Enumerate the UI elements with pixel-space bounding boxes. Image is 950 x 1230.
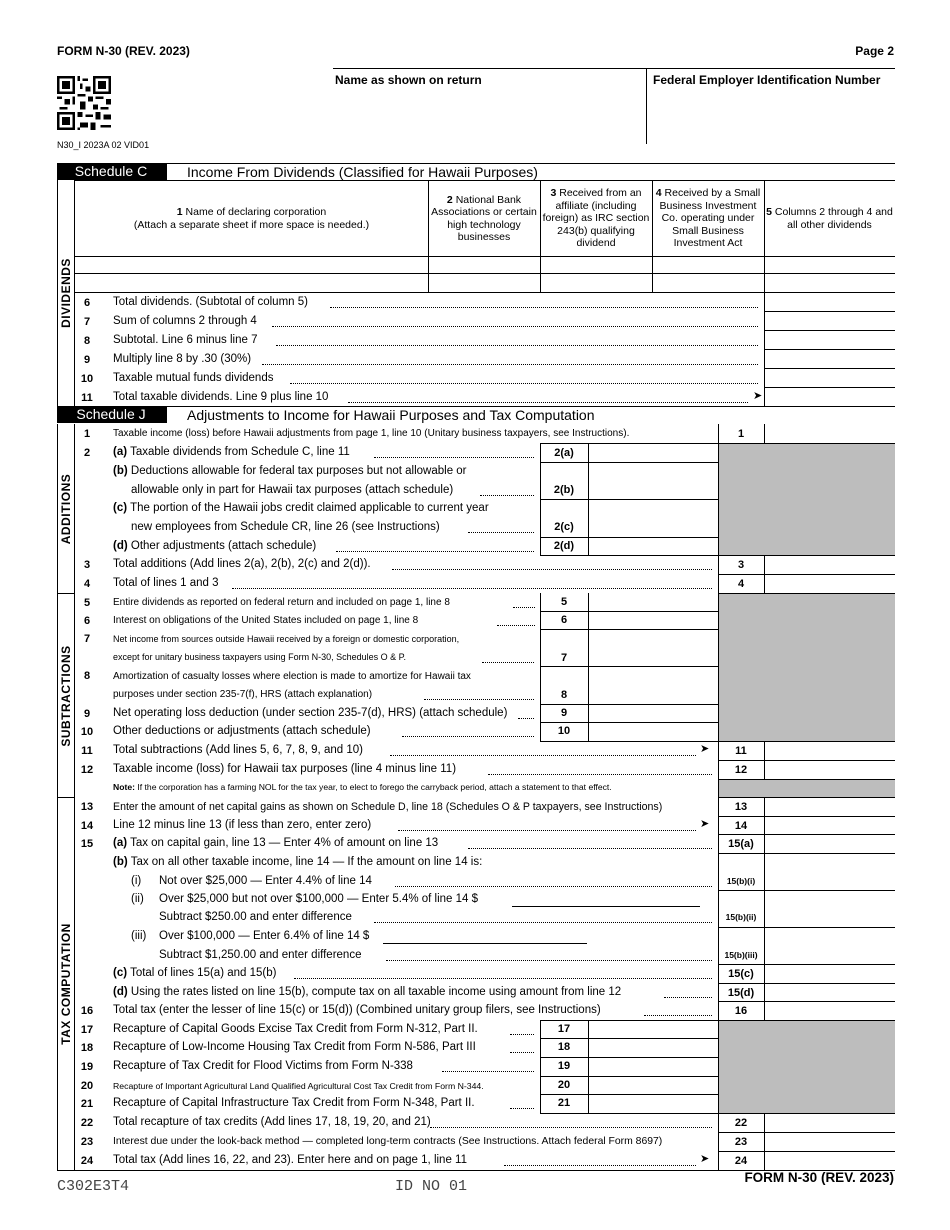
footer-form-id: FORM N-30 (REV. 2023): [744, 1170, 894, 1185]
line-6j-label: Interest on obligations of the United States included on page 1, line 8: [113, 615, 419, 626]
schedule-c-tag: Schedule C: [74, 163, 148, 179]
line-number: 10: [80, 726, 94, 738]
line-23-label: Interest due under the look-back method — completed long-term contracts (See Instructions. Attach federal Form 8697): [113, 1136, 663, 1147]
line-16-field[interactable]: [765, 1001, 895, 1020]
line-10-label: Taxable mutual funds dividends: [113, 372, 274, 384]
line-number: 15: [80, 838, 94, 850]
column-5-totals[interactable]: [765, 292, 895, 406]
line-2d-prefix: (d): [113, 540, 128, 552]
line-number: 24: [80, 1155, 94, 1167]
line-2b-label-1: Deductions allowable for federal tax purposes but not allowable or: [130, 465, 467, 477]
line-4-field[interactable]: [765, 574, 895, 593]
line-number: 22: [80, 1117, 94, 1129]
dividend-entry-rows[interactable]: [75, 256, 895, 292]
schedule-j-tag: Schedule J: [76, 406, 146, 422]
line-number: 6: [83, 297, 91, 309]
line-15bii-field[interactable]: [765, 890, 895, 927]
line-8j-label-2: purposes under section 235-7(f), HRS (attach explanation): [113, 689, 373, 700]
line-2a-field[interactable]: [589, 443, 718, 462]
line-4-box-label: 4: [737, 578, 745, 590]
line-15biii-amount-field[interactable]: [383, 928, 587, 943]
line-number: 9: [83, 354, 91, 366]
line-14-field[interactable]: [765, 816, 895, 834]
line-number: 8: [83, 670, 91, 682]
line-number: 12: [80, 764, 94, 776]
line-24-box-label: 24: [734, 1155, 748, 1167]
page-number: Page 2: [855, 44, 894, 58]
line-24-field[interactable]: [765, 1151, 895, 1170]
line-18-label: Recapture of Low-Income Housing Tax Credit from Form N-586, Part III: [113, 1041, 476, 1053]
line-5-box-label: 5: [560, 596, 568, 608]
line-11j-label: Total subtractions (Add lines 5, 6, 7, 8, 9, and 10): [113, 744, 363, 756]
line-15a-field[interactable]: [765, 834, 895, 853]
arrow-icon: ➤: [700, 743, 710, 755]
line-7j-field[interactable]: [589, 629, 718, 666]
line-8j-box-label: 8: [560, 689, 568, 701]
line-7j-label-2: except for unitary business taxpayers using Form N-30, Schedules O & P.: [113, 652, 406, 662]
line-2b-label-2: allowable only in part for Hawaii tax purposes (attach schedule): [131, 484, 454, 496]
line-15c-field[interactable]: [765, 964, 895, 983]
line-15d-prefix: (d): [113, 986, 128, 998]
line-15biii-box-label: 15(b)(iii): [724, 950, 758, 960]
note-prefix: Note:: [113, 782, 135, 792]
line-13-label: Enter the amount of net capital gains as shown on Schedule D, line 18 (Schedules O & P taxpayers, see Instructions): [113, 801, 663, 813]
line-number: 19: [80, 1061, 94, 1073]
schedule-j-title: Adjustments to Income for Hawaii Purposes and Tax Computation: [167, 406, 895, 423]
line-10j-box-label: 10: [557, 725, 571, 737]
line-number: 9: [83, 708, 91, 720]
schedule-j-header: [57, 406, 895, 423]
col3-header: 3 Received from an affiliate (including foreign) as IRC section 243(b) qualifying dividend: [542, 187, 650, 250]
line-15c-box-label: 15(c): [728, 968, 754, 980]
line-number: 11: [81, 745, 93, 757]
line-number: 21: [80, 1098, 94, 1110]
subtractions-section-label: SUBTRACTIONS: [57, 593, 75, 797]
line-1-box-label: 1: [737, 428, 745, 440]
line-15d-label: Using the rates listed on line 15(b), compute tax on all taxable income using amount from line 12: [130, 986, 622, 998]
fein-field[interactable]: [646, 69, 647, 144]
line-9j-field[interactable]: [589, 704, 718, 722]
version-id: N30_I 2023A 02 VID01: [57, 140, 150, 150]
line-number: 4: [83, 578, 91, 590]
line-16-label: Total tax (enter the lesser of line 15(c) or 15(d)) (Combined unitary group filers, see Instructions): [113, 1004, 601, 1016]
taxcomp-section-label: TAX COMPUTATION: [57, 797, 75, 1170]
line-2c-box-label: 2(c): [554, 521, 574, 533]
line-23-box-label: 23: [734, 1136, 748, 1148]
line-number: 5: [83, 597, 91, 609]
line-15biii-field[interactable]: [765, 927, 895, 964]
qr-code-icon: [57, 76, 111, 130]
line-19-field[interactable]: [589, 1057, 718, 1076]
line-number: 18: [80, 1042, 94, 1054]
line-number: 16: [80, 1005, 94, 1017]
name-fein-box: [333, 68, 895, 144]
line-15bi-field[interactable]: [765, 853, 895, 890]
line-5-field[interactable]: [589, 593, 718, 611]
line-10j-field[interactable]: [589, 722, 718, 741]
line-2d-label: Other adjustments (attach schedule): [130, 540, 317, 552]
col5-header: 5 Columns 2 through 4 and all other dividends: [766, 206, 893, 231]
line-15d-field[interactable]: [765, 983, 895, 1001]
line-15a-box-label: 15(a): [728, 838, 754, 850]
line-12j-label: Taxable income (loss) for Hawaii tax purposes (line 4 minus line 11): [113, 763, 457, 775]
line-14-box-label: 14: [734, 820, 748, 832]
line-number: 11: [81, 392, 93, 404]
line-2a-box-label: 2(a): [554, 447, 574, 459]
line-21-label: Recapture of Capital Infrastructure Tax Credit from Form N-348, Part II.: [113, 1097, 475, 1109]
line-7-label: Sum of columns 2 through 4: [113, 315, 257, 327]
line-2b-prefix: (b): [113, 465, 128, 477]
line-13-box-label: 13: [734, 801, 748, 813]
line-2b-box-label: 2(b): [553, 484, 575, 496]
schedule-c-title: Income From Dividends (Classified for Hawaii Purposes): [167, 163, 895, 180]
line-2d-box-label: 2(d): [553, 540, 575, 552]
line-14-label: Line 12 minus line 13 (if less than zero, enter zero): [113, 819, 372, 831]
line-7j-label-1: Net income from sources outside Hawaii received by a foreign or domestic corporation,: [113, 634, 460, 644]
line-15d-box-label: 15(d): [727, 987, 755, 999]
line-9j-label: Net operating loss deduction (under section 235-7(d), HRS) (attach schedule): [113, 707, 508, 719]
line-6j-box-label: 6: [560, 614, 568, 626]
line-9-label: Multiply line 8 by .30 (30%): [113, 353, 252, 365]
name-label: Name as shown on return: [335, 73, 482, 87]
line-15bi-prefix: (i): [131, 875, 142, 887]
line-22-field[interactable]: [765, 1113, 895, 1132]
line-15bii-box-label: 15(b)(ii): [725, 912, 757, 922]
fein-label: Federal Employer Identification Number: [653, 73, 881, 87]
line-15a-prefix: (a): [113, 837, 128, 849]
line-12j-box-label: 12: [734, 764, 748, 776]
line-20-label: Recapture of Important Agricultural Land Qualified Agricultural Cost Tax Credit from Form N-344.: [113, 1081, 484, 1091]
line-number: 14: [80, 820, 94, 832]
line-6-label: Total dividends. (Subtotal of column 5): [113, 296, 308, 308]
col4-header: 4 Received by a Small Business Investment Co. operating under Small Business Investment Act: [655, 187, 761, 250]
line-21-box-label: 21: [557, 1097, 571, 1109]
line-number: 13: [80, 801, 94, 813]
line-22-label: Total recapture of tax credits (Add lines 17, 18, 19, 20, and 21): [113, 1116, 431, 1128]
line-15bii-label-2: Subtract $250.00 and enter difference: [159, 911, 352, 923]
line-20-field[interactable]: [589, 1076, 718, 1094]
line-number: 8: [83, 335, 91, 347]
line-20-box-label: 20: [557, 1079, 571, 1091]
line-22-box-label: 22: [734, 1117, 748, 1129]
line-number: 10: [80, 373, 94, 385]
line-8-label: Subtotal. Line 6 minus line 7: [113, 334, 258, 346]
line-8j-field[interactable]: [589, 666, 718, 704]
line-23-field[interactable]: [765, 1132, 895, 1151]
line-3-field[interactable]: [765, 555, 895, 574]
line-11j-box-label: 11: [735, 745, 747, 757]
line-2c-label-1: The portion of the Hawaii jobs credit claimed applicable to current year: [130, 502, 489, 514]
line-17-field[interactable]: [589, 1020, 718, 1038]
line-15a-label: Tax on capital gain, line 13 — Enter 4% of amount on line 13: [130, 837, 439, 849]
line-number: 2: [83, 447, 91, 459]
line-13-field[interactable]: [765, 797, 895, 816]
line-16-box-label: 16: [734, 1005, 748, 1017]
line-19-label: Recapture of Tax Credit for Flood Victims from Form N-338: [113, 1060, 413, 1072]
line-24-label: Total tax (Add lines 16, 22, and 23). Enter here and on page 1, line 11: [113, 1154, 467, 1166]
line-10j-label: Other deductions or adjustments (attach schedule): [113, 725, 371, 737]
col2-header: 2 National Bank Associations or certain high technology businesses: [431, 193, 537, 243]
line-number: 3: [83, 559, 91, 571]
col1-header: 1 Name of declaring corporation (Attach a separate sheet if more space is needed.): [133, 206, 370, 231]
line-15b-label: Tax on all other taxable income, line 14 — If the amount on line 14 is:: [130, 856, 483, 868]
line-17-box-label: 17: [557, 1023, 571, 1035]
form-id: FORM N-30 (REV. 2023): [57, 44, 190, 58]
footer-id: ID NO 01: [395, 1178, 468, 1195]
line-4-label: Total of lines 1 and 3: [113, 577, 219, 589]
line-18-box-label: 18: [557, 1041, 571, 1053]
dividends-section-label: DIVIDENDS: [57, 180, 75, 406]
farming-nol-note: If the corporation has a farming NOL for the tax year, to elect to forego the carryback period, attach a statement to that effect.: [137, 782, 612, 792]
line-15bi-label: Not over $25,000 — Enter 4.4% of line 14: [159, 875, 372, 887]
line-number: 17: [80, 1024, 94, 1036]
line-15biii-label-2: Subtract $1,250.00 and enter difference: [159, 949, 362, 961]
line-17-label: Recapture of Capital Goods Excise Tax Credit from Form N-312, Part II.: [113, 1023, 478, 1035]
arrow-icon: ➤: [700, 818, 710, 830]
line-2a-label: Taxable dividends from Schedule C, line 11: [130, 446, 350, 458]
arrow-icon: ➤: [700, 1153, 710, 1165]
additions-section-label: ADDITIONS: [57, 424, 75, 593]
arrow-icon: ➤: [753, 390, 763, 402]
line-2c-field[interactable]: [589, 499, 718, 537]
line-number: 6: [83, 615, 91, 627]
line-number: 1: [83, 428, 91, 440]
line-21-field[interactable]: [589, 1094, 718, 1113]
line-2a-prefix: (a): [113, 446, 128, 458]
line-2b-field[interactable]: [589, 462, 718, 499]
line-19-box-label: 19: [557, 1060, 571, 1072]
line-3-label: Total additions (Add lines 2(a), 2(b), 2(c) and 2(d)).: [113, 558, 371, 570]
line-2d-field[interactable]: [589, 537, 718, 555]
line-2c-label-2: new employees from Schedule CR, line 26 (see Instructions): [131, 521, 440, 533]
line-3-box-label: 3: [737, 559, 745, 571]
line-15bii-amount-field[interactable]: [512, 891, 700, 906]
line-6j-field[interactable]: [589, 611, 718, 629]
line-15biii-label-1: Over $100,000 — Enter 6.4% of line 14 $: [159, 930, 370, 942]
line-11j-field[interactable]: [765, 741, 895, 760]
line-15bi-box-label: 15(b)(i): [726, 876, 756, 886]
line-15b-prefix: (b): [113, 856, 128, 868]
footer-code: C302E3T4: [57, 1178, 130, 1195]
line-12j-field[interactable]: [765, 760, 895, 779]
line-1-label: Taxable income (loss) before Hawaii adjustments from page 1, line 10 (Unitary business taxpayers, see Instructions).: [113, 428, 630, 439]
line-9j-box-label: 9: [560, 707, 568, 719]
line-1-field[interactable]: [765, 424, 895, 443]
line-15bii-prefix: (ii): [131, 893, 144, 905]
line-15c-prefix: (c): [113, 967, 128, 979]
line-15biii-prefix: (iii): [131, 930, 147, 942]
line-2c-prefix: (c): [113, 502, 128, 514]
line-number: 7: [83, 316, 91, 328]
line-18-field[interactable]: [589, 1038, 718, 1057]
schedule-c-header: [57, 163, 895, 180]
line-number: 23: [80, 1136, 94, 1148]
line-11-label: Total taxable dividends. Line 9 plus line 10: [113, 391, 329, 403]
line-5-label: Entire dividends as reported on federal return and included on page 1, line 8: [113, 597, 450, 608]
line-15bii-label-1: Over $25,000 but not over $100,000 — Enter 5.4% of line 14 $: [159, 893, 479, 905]
line-15c-label: Total of lines 15(a) and 15(b): [130, 967, 277, 979]
line-8j-label-1: Amortization of casualty losses where election is made to amortize for Hawaii tax: [113, 671, 471, 682]
line-number: 7: [83, 633, 91, 645]
line-7j-box-label: 7: [560, 652, 568, 664]
line-number: 20: [80, 1080, 94, 1092]
